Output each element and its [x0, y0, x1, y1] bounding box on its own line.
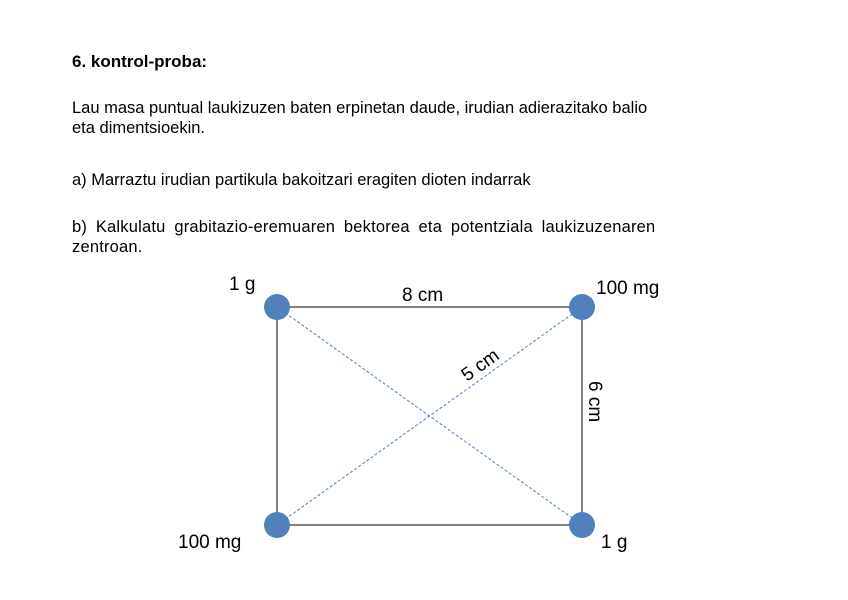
mass-point-bottom-right	[569, 512, 595, 538]
mass-point-top-left	[264, 294, 290, 320]
part-b-line-2: zentroan.	[72, 238, 143, 256]
mass-label-top-left: 1 g	[229, 274, 256, 295]
mass-label-bottom-right: 1 g	[601, 532, 628, 553]
top-side-label: 8 cm	[402, 285, 444, 306]
part-a-paragraph: a) Marraztu irudian partikula bakoitzari eragiten dioten indarrak	[72, 171, 531, 189]
mass-point-bottom-left	[264, 512, 290, 538]
right-side-label: 6 cm	[584, 381, 605, 423]
mass-label-top-right: 100 mg	[596, 278, 660, 299]
problem-title: 6. kontrol-proba:	[72, 52, 208, 71]
diagonal-half-label: 5 cm	[457, 345, 504, 387]
part-b-line-1: b) Kalkulatu grabitazio-eremuaren bektorea eta potentziala laukizuzenaren	[72, 218, 656, 236]
intro-line-1: Lau masa puntual laukizuzen baten erpinetan daude, irudian adierazitako balio	[72, 99, 648, 117]
mass-point-top-right	[569, 294, 595, 320]
mass-label-bottom-left: 100 mg	[178, 532, 242, 553]
intro-line-2: eta dimentsioekin.	[72, 119, 205, 137]
